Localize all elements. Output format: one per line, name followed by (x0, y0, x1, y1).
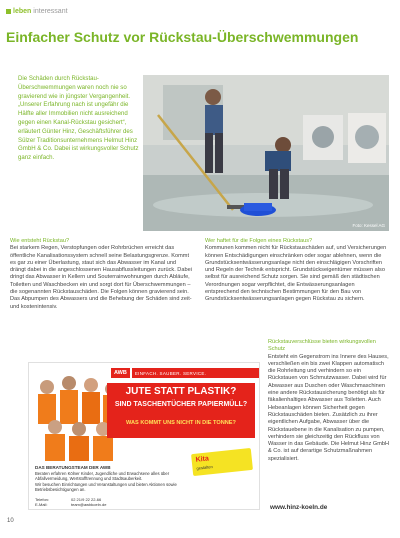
rubric-part1: leben (13, 8, 32, 15)
ad-line-2: SIND TASCHENTÜCHER PAPIERMÜLL? (114, 401, 248, 408)
ad-email[interactable]: team@awbkoeln.de (71, 502, 107, 507)
col1-heading: Wie entsteht Rückstau? (10, 238, 70, 244)
kita-title: Kita (195, 455, 210, 464)
article-photo (143, 75, 389, 231)
ad-slogan-strip: EINFACH. SAUBER. SERVICE. (132, 368, 259, 378)
col2-heading: Wer haftet für die Folgen eines Rückstaus? (205, 238, 313, 244)
column-1 (10, 238, 193, 311)
col2-body: Kommunen kommen nicht für Rückstauschäden auf, und Versicherungen können Entschädigungen einschränken oder sogar ablehnen, wenn die Grundstücksentwässerungsanlage nicht den einschlägigen Vorschriften und Regeln der Technik entspricht. Grundstückseigentümer müssen also selbst für ausreichend Schutz sorgen. Sie sind gemäß den städtischen Verordnungen sogar verpflichtet, die Entwässerungsanlagen entsprechend den technischen Bestimmungen für den Bau von Grundstücksentwässerungsanlagen gegen Rückstau zu sichern. (205, 245, 387, 303)
kita-sub: gestalten (196, 464, 213, 471)
col3-body: Entsteht ein Gegenstrom ins Innere des Hauses, verschließen ein bis zwei Klappen automatisch die Rohrleitung und verhindern so ein Rückstauen von Schmutzwasser. Dabei wird für Abwasser aus Duschen oder Waschmaschinen eine andere Rückstausicherung benötigt als für fäkalienhaltiges Abwasser aus Toiletten. Auch Hebeanlagen können Sicherheit gegen Rückstauschäden bieten. Zusätzlich zu ihrer eigentlichen Aufgabe, Abwasser über die Rückstauebene in die Kanalisation zu pumpen, verhindern sie gleichzeitig den Rückfluss von Wasser in das Gebäude. Die Helmut Hinz GmbH & Co. ist auf derartige Schutzmaßnahmen spezialisiert. (268, 353, 390, 462)
ad-line-1: JUTE STATT PLASTIK? (125, 386, 237, 397)
rubric-part2: interessant (33, 8, 68, 15)
col1-body: Bei starkem Regen, Verstopfungen oder Rohrbrüchen erreicht das öffentliche Kanalisationssystem schnell seine Belastungsgrenze. Kommt es gar zu einer Überlastung, staut sich das Abwasser im Kanal und drängt dabei in die angeschlossenen Hausabflussleitungen zurück. Dabei dringt das Abwasser in Kellern und Souterrainwohnungen durch Abläufe, Toiletten und Waschbecken ein und sorgt dort für Überschwemmungen – die sogenannten Rückstauschäden. Die Folgen können gravierend sein. Das Abpumpen des Abwassers und die Behebung der Schäden sind zeit- und kostenintensiv. (10, 245, 192, 310)
column-2 (205, 238, 389, 304)
awb-advertisement (28, 362, 260, 510)
kita-badge (191, 448, 253, 476)
ad-email-label: E-Mail: (35, 502, 48, 507)
article-lead: Die Schäden durch Rückstau-Überschwemmungen waren noch nie so gravierend wie in jüngster Vergangenheit. „Unserer Erfahrung nach ist ungefähr die Hälfte aller Immobilien nicht ausreichend gegen einen Kanal-Rückstau gesichert“, erläutert Günter Hinz, Geschäftsführer des Sülzer Traditionsunternehmens Helmut Hinz GmbH & Co. Dabei ist wirkungsvoller Schutz ganz einfach. (18, 75, 139, 162)
ad-line-3: WAS KOMMT UNS NICHT IN DIE TONNE? (126, 420, 236, 426)
ad-text-1: Beraten erfahren Kölner Kinder, Jugendliche und Erwachsene alles über Abfallvermeidung, Wertstofftrennung und Stadtsauberkeit. (35, 470, 170, 482)
ad-email-row (35, 502, 185, 507)
ad-header (111, 368, 259, 378)
ad-phone-label: Telefon: (35, 497, 50, 502)
section-rubric (6, 8, 68, 15)
flooded-basement-illustration (143, 75, 389, 231)
ad-banner (107, 383, 255, 438)
ad-heading: DAS BERATUNGSTEAM DER AWB (35, 465, 111, 470)
rubric-square (6, 9, 11, 14)
awb-logo: AWB (111, 368, 130, 378)
company-url[interactable]: www.hinz-koeln.de (270, 504, 328, 511)
column-3 (268, 339, 390, 463)
page-number: 10 (7, 518, 14, 524)
col3-heading: Rückstauverschlüsse bieten wirkungsvollen Schutz (268, 339, 376, 353)
photo-credit: Foto: Kessel AG (352, 223, 385, 228)
ad-text-2: Wir besuchen Einrichtungen und Veranstaltungen und bieten Aktionen sowie Betriebsbesichtigungen an. (35, 481, 177, 493)
ad-phone: 02 21/9 22 22-66 (71, 497, 102, 502)
ad-body (35, 465, 185, 493)
ad-contact (35, 497, 185, 507)
article-title: Einfacher Schutz vor Rückstau-Überschwemmungen (6, 29, 359, 45)
